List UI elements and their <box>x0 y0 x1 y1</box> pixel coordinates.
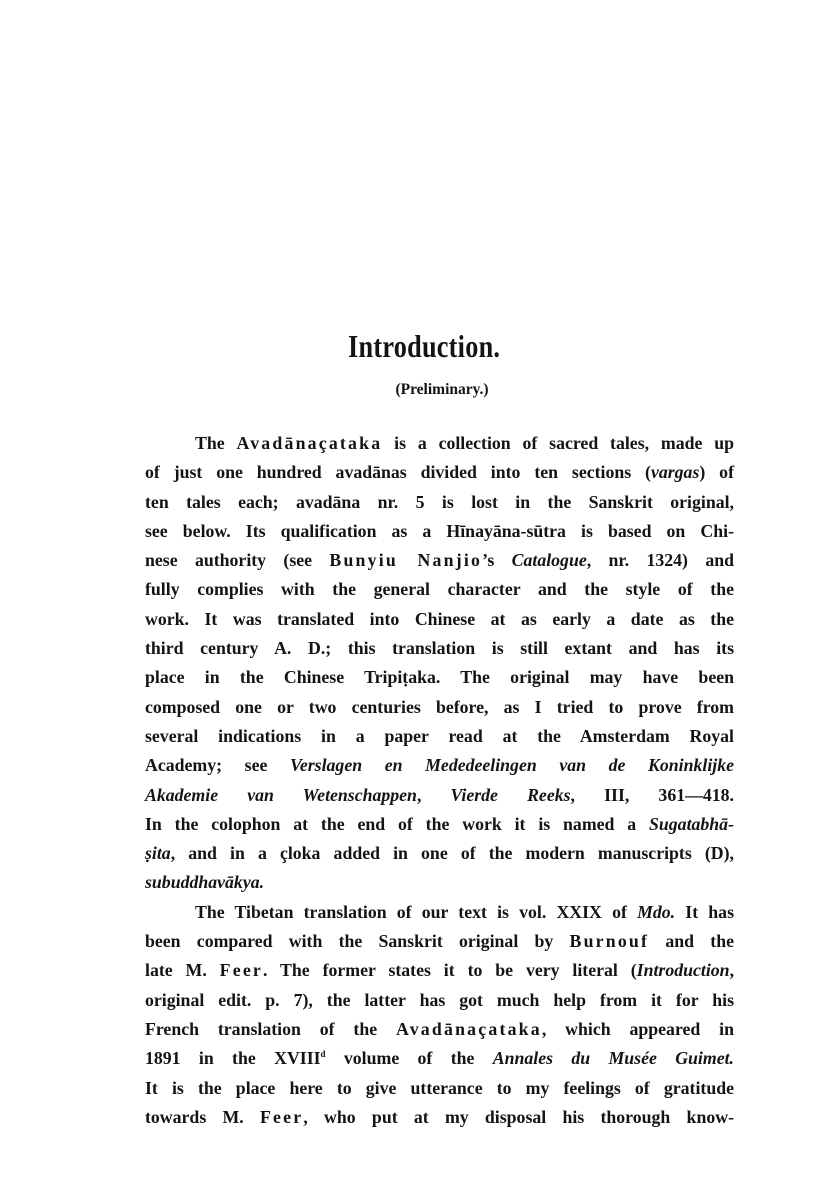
text-line: French translation of the Avadānaçataka, which appeared in <box>145 1018 734 1039</box>
text-line: fully complies with the general character and the style of the <box>145 579 734 600</box>
text-line: composed one or two centuries before, as I tried to prove from <box>145 696 734 717</box>
text-line: towards M. Feer, who put at my disposal his thorough know- <box>145 1106 734 1127</box>
text-line: work. It was translated into Chinese at as early a date as the <box>145 608 734 629</box>
text-line: third century A. D.; this translation is still extant and has its <box>145 638 734 659</box>
text-line: The Avadānaçataka is a collection of sacred tales, made up <box>195 433 734 453</box>
text-line: place in the Chinese Tripiṭaka. The original may have been <box>145 667 734 688</box>
text-line: subuddhavākya. <box>145 872 265 893</box>
text-line: Akademie van Wetenschappen, Vierde Reeks, III, 361—418. <box>145 784 734 805</box>
page-title: Introduction. <box>348 328 501 364</box>
body-text <box>145 429 734 1132</box>
text-line: see below. Its qualification as a Hīnayāna-sūtra is based on Chi- <box>145 520 734 541</box>
text-line: ṣita, and in a çloka added in one of the modern manuscripts (D), <box>145 843 734 864</box>
text-line: original edit. p. 7), the latter has got much help from it for his <box>145 989 734 1010</box>
text-line: Academy; see Verslagen en Mededeelingen van de Koninklijke <box>145 755 735 776</box>
page-subtitle: (Preliminary.) <box>395 381 489 398</box>
text-line: late M. Feer. The former states it to be very literal (Introduction, <box>145 960 735 981</box>
text-line: 1891 in the XVIII$^d$ volume of the Annales du Musée Guimet. <box>145 1048 734 1069</box>
text-line: In the colophon at the end of the work it is named a Sugatabhā- <box>145 813 734 834</box>
text-line: The Tibetan translation of our text is vol. XXIX of Mdo. It has <box>195 901 734 922</box>
text-line: been compared with the Sanskrit original by Burnouf and the <box>145 931 734 952</box>
text-line: nese authority (see Bunyiu Nanjio’s Catalogue, nr. 1324) and <box>145 550 734 571</box>
text-line: of just one hundred avadānas divided into ten sections (vargas) of <box>145 462 734 483</box>
text-line: several indications in a paper read at the Amsterdam Royal <box>145 725 734 746</box>
text-line: It is the place here to give utterance to my feelings of gratitude <box>145 1077 734 1098</box>
text-line: ten tales each; avadāna nr. 5 is lost in the Sanskrit original, <box>145 491 734 512</box>
